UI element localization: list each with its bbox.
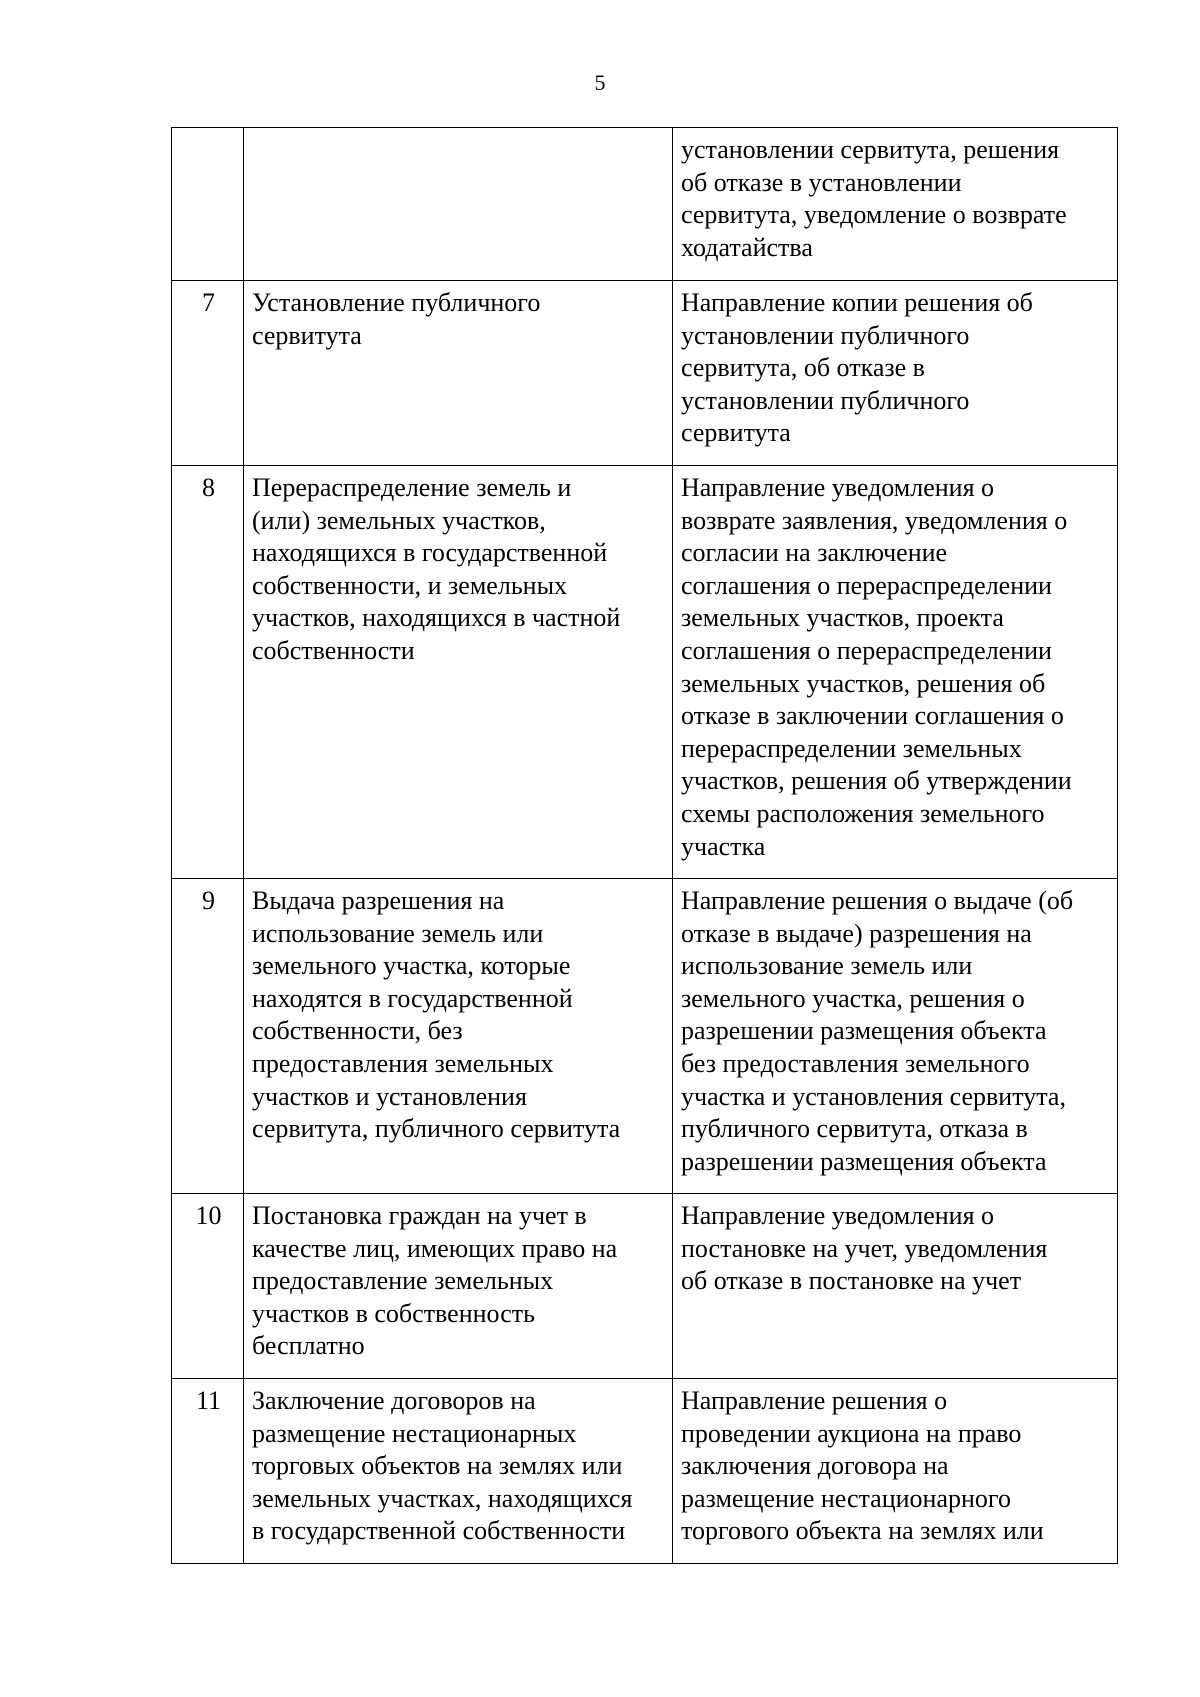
row-number-cell: [172, 128, 244, 281]
service-name-cell: Выдача разрешения на использование земель или земельного участка, которые находятся в государственной собственности, без предоставления земельных участков и установления сервитута, публичного сервитута: [244, 879, 673, 1194]
service-result-cell: Направление уведомления о постановке на учет, уведомления об отказе в постановке на учет: [673, 1194, 1118, 1379]
page-number: 5: [594, 70, 606, 95]
service-result-cell: установлении сервитута, решения об отказе в установлении сервитута, уведомление о возврате ходатайства: [673, 128, 1118, 281]
table-row-continuation: [172, 128, 1118, 281]
table-row-7: [172, 281, 1118, 466]
service-name-cell: Установление публичного сервитута: [244, 281, 673, 466]
row-number-cell: 11: [172, 1379, 244, 1564]
service-result-cell: Направление решения о проведении аукциона на право заключения договора на размещение нестационарного торгового объекта на землях или: [673, 1379, 1118, 1564]
service-result-cell: Направление уведомления о возврате заявления, уведомления о согласии на заключение соглашения о перераспределении земельных участков, проекта соглашения о перераспределении земельных участков, решения об отказе в заключении соглашения о перераспределении земельных участков, решения об утверждении схемы расположения земельного участка: [673, 466, 1118, 879]
services-table: [171, 127, 1118, 1564]
service-name-cell: [244, 128, 673, 281]
row-number-cell: 7: [172, 281, 244, 466]
service-name-cell: Перераспределение земель и (или) земельных участков, находящихся в государственной собственности, и земельных участков, находящихся в частной собственности: [244, 466, 673, 879]
service-result-cell: Направление решения о выдаче (об отказе в выдаче) разрешения на использование земель или земельного участка, решения о разрешении размещения объекта без предоставления земельного участка и установления сервитута, публичного сервитута, отказа в разрешении размещения объекта: [673, 879, 1118, 1194]
service-name-cell: Заключение договоров на размещение нестационарных торговых объектов на землях или земельных участках, находящихся в государственной собственности: [244, 1379, 673, 1564]
table-row-10: [172, 1194, 1118, 1379]
table-row-11: [172, 1379, 1118, 1564]
row-number-cell: 8: [172, 466, 244, 879]
service-result-cell: Направление копии решения об установлении публичного сервитута, об отказе в установлении публичного сервитута: [673, 281, 1118, 466]
table-row-8: [172, 466, 1118, 879]
table-row-9: [172, 879, 1118, 1194]
row-number-cell: 10: [172, 1194, 244, 1379]
service-name-cell: Постановка граждан на учет в качестве лиц, имеющих право на предоставление земельных участков в собственность бесплатно: [244, 1194, 673, 1379]
row-number-cell: 9: [172, 879, 244, 1194]
